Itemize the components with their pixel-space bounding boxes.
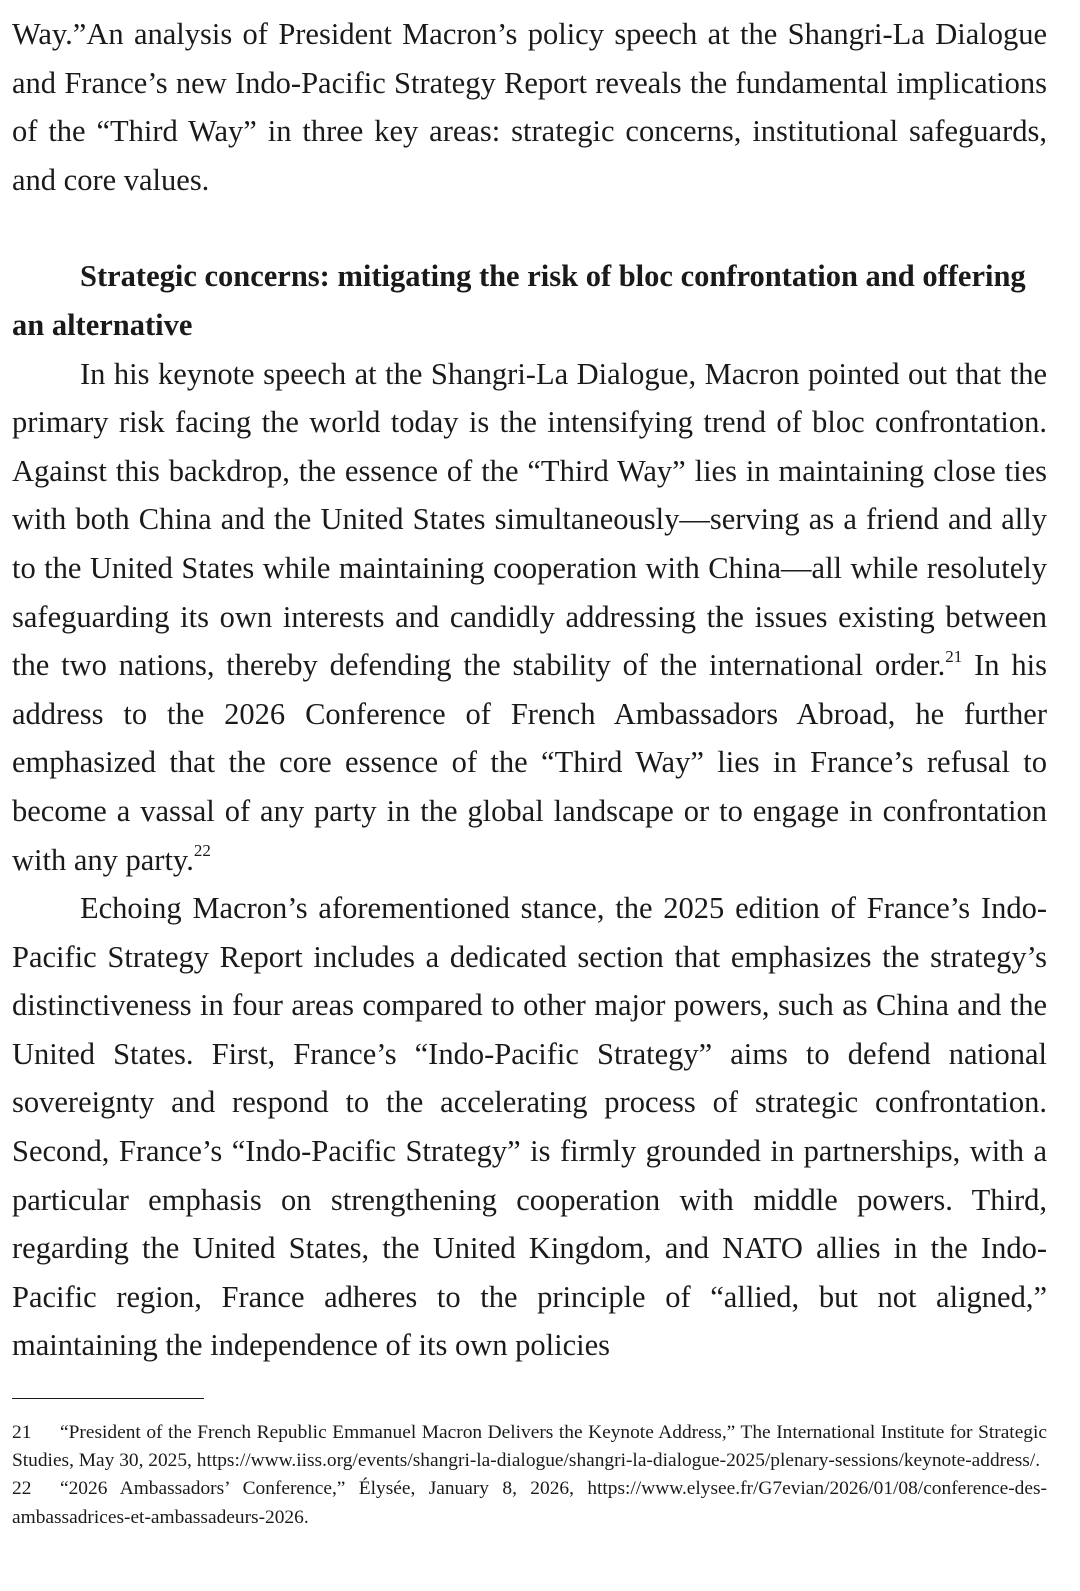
footnote-number: 22 [12,1478,32,1500]
intro-paragraph: Way.”An analysis of President Macron’s policy speech at the Shangri-La Dialogue and France’s new Indo-Pacific Strategy Report reveals the fundamental implications of the “Third Way” in three key areas: strategic concerns, institutional safeguards, and core values. [12,17,1047,197]
section-heading: Strategic concerns: mitigating the risk of bloc confrontation and offering an alternative [12,259,1026,342]
footnote-22 [12,1475,1047,1531]
paragraph-1-text-a: In his keynote speech at the Shangri-La Dialogue, Macron pointed out that the primary risk facing the world today is the intensifying trend of bloc confrontation. Against this backdrop, the essence of the “Third Way” lies in maintaining close ties with both China and the United States simultaneously—serving as a friend and ally to the United States while maintaining cooperation with China—all while resolutely safeguarding its own interests and candidly addressing the issues existing between the two nations, thereby defending the stability of the international order. [12,356,1047,683]
footnote-text: “2026 Ambassadors’ Conference,” Élysée, January 8, 2026, https://www.elysee.fr/G7evian/2026/01/08/conference-des-ambassadrices-et-ambassadeurs-2026. [12,1478,1047,1528]
footnote-21 [12,1419,1047,1475]
body-paragraph-2: Echoing Macron’s aforementioned stance, the 2025 edition of France’s Indo-Pacific Strategy Report includes a dedicated section that emphasizes the strategy’s distinctiveness in four areas compared to other major powers, such as China and the United States. First, France’s “Indo-Pacific Strategy” aims to defend national sovereignty and respond to the accelerating process of strategic confrontation. Second, France’s “Indo-Pacific Strategy” is firmly grounded in partnerships, with a particular emphasis on strengthening cooperation with middle powers. Third, regarding the United States, the United Kingdom, and NATO allies in the Indo-Pacific region, France adheres to the principle of “allied, but not aligned,” maintaining the independence of its own policies [12,891,1047,1363]
footnote-divider [12,1398,204,1399]
document-page [12,10,1047,1532]
footnote-number: 21 [12,1422,32,1444]
body-paragraph-1 [12,350,1047,885]
footnote-text: “President of the French Republic Emmanuel Macron Delivers the Keynote Address,” The International Institute for Strategic Studies, May 30, 2025, https://www.iiss.org/events/shangri-la-dialogue/shangri-la-dialogue-2025/plenary-sessions/keynote-address/. [12,1422,1047,1472]
footnote-ref-22[interactable]: 22 [193,841,211,861]
paragraph-1-text-b: In his address to the 2026 Conference of French Ambassadors Abroad, he further emphasized that the core essence of the “Third Way” lies in France’s refusal to become a vassal of any party in the global landscape or to engage in confrontation with any party. [12,648,1047,877]
footnote-ref-21[interactable]: 21 [945,646,963,666]
